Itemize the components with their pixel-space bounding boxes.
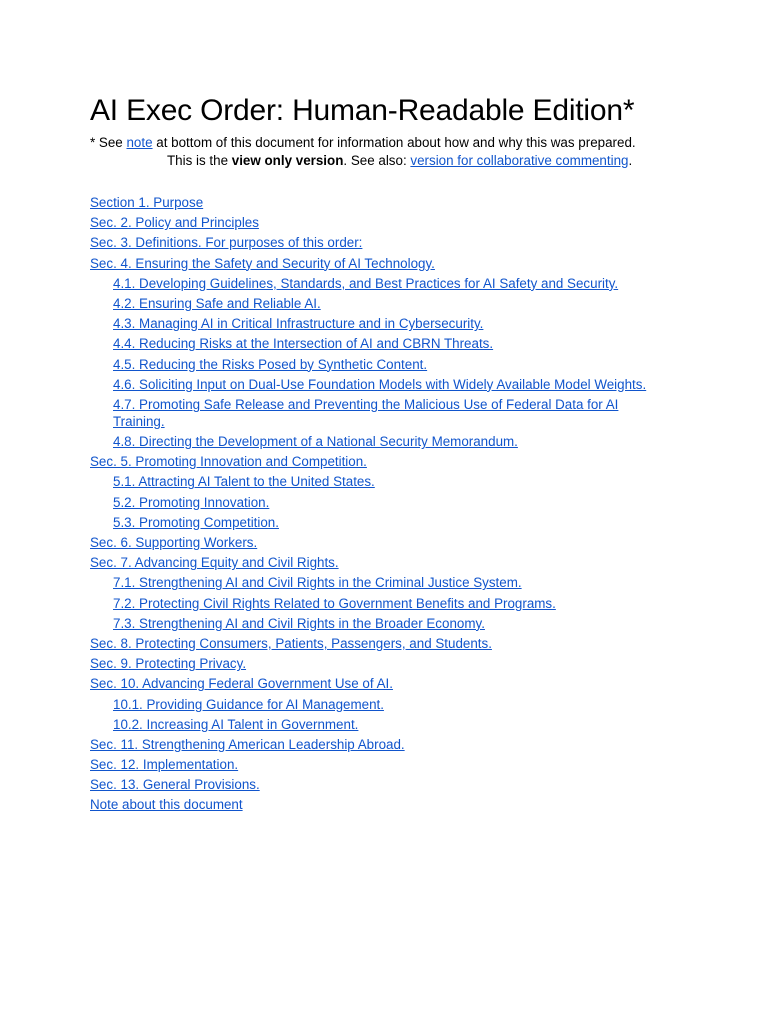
toc-item <box>90 776 690 793</box>
toc-link[interactable]: 7.1. Strengthening AI and Civil Rights in the Criminal Justice System. <box>113 575 522 591</box>
toc-item <box>90 716 690 733</box>
toc-link[interactable]: Sec. 2. Policy and Principles <box>90 215 259 231</box>
toc-item <box>90 376 690 393</box>
toc-link[interactable]: Sec. 4. Ensuring the Safety and Security of AI Technology. <box>90 255 435 271</box>
toc-link[interactable]: 7.3. Strengthening AI and Civil Rights in the Broader Economy. <box>113 615 485 631</box>
toc-link[interactable]: 4.8. Directing the Development of a National Security Memorandum. <box>113 434 518 450</box>
toc-item <box>90 736 690 753</box>
table-of-contents <box>90 194 690 813</box>
toc-link[interactable]: Sec. 5. Promoting Innovation and Competition. <box>90 454 367 470</box>
toc-link[interactable]: 10.1. Providing Guidance for AI Management. <box>113 696 384 712</box>
toc-link[interactable]: Sec. 12. Implementation. <box>90 757 239 773</box>
toc-link[interactable]: Sec. 9. Protecting Privacy. <box>90 656 247 672</box>
toc-link[interactable]: Sec. 6. Supporting Workers. <box>90 535 258 550</box>
toc-link[interactable]: 5.3. Promoting Competition. <box>113 514 279 530</box>
toc-link[interactable]: 4.4. Reducing Risks at the Intersection of AI and CBRN Threats. <box>113 336 494 352</box>
toc-link[interactable]: Sec. 10. Advancing Federal Government Use of AI. <box>90 676 393 692</box>
toc-link[interactable]: Sec. 7. Advancing Equity and Civil Rights. <box>90 555 339 571</box>
toc-item <box>90 214 690 231</box>
toc-link[interactable]: Note about this document <box>90 797 243 813</box>
toc-link[interactable]: Sec. 3. Definitions. For purposes of this order: <box>90 235 363 251</box>
toc-item <box>90 433 690 450</box>
toc-link[interactable]: 4.2. Ensuring Safe and Reliable AI. <box>113 295 321 311</box>
toc-link[interactable]: 4.3. Managing AI in Critical Infrastructure and in Cybersecurity. <box>113 316 484 332</box>
toc-item <box>90 534 690 551</box>
toc-item <box>90 453 690 470</box>
toc-item <box>90 554 690 571</box>
toc-item <box>90 635 690 652</box>
toc-item <box>90 194 690 211</box>
document-page <box>90 92 690 817</box>
toc-item <box>90 255 690 272</box>
toc-link[interactable]: Sec. 11. Strengthening American Leadership Abroad. <box>90 736 405 752</box>
toc-link[interactable]: 4.5. Reducing the Risks Posed by Synthetic Content. <box>113 356 428 372</box>
toc-link[interactable]: Sec. 8. Protecting Consumers, Patients, Passengers, and Students. <box>90 635 492 651</box>
toc-item <box>90 335 690 352</box>
toc-item <box>90 396 658 430</box>
toc-link[interactable]: 4.6. Soliciting Input on Dual-Use Foundation Models with Widely Available Model Weights. <box>113 376 647 392</box>
note-prefix: * See <box>90 135 127 150</box>
toc-item <box>90 595 690 612</box>
toc-item <box>90 234 690 251</box>
note-link[interactable]: note <box>126 135 153 150</box>
toc-item <box>90 756 690 773</box>
toc-link[interactable]: Sec. 13. General Provisions. <box>90 777 260 793</box>
view-only-line <box>167 152 690 170</box>
toc-item <box>90 655 690 672</box>
toc-item <box>90 315 690 332</box>
toc-link[interactable]: 7.2. Protecting Civil Rights Related to Government Benefits and Programs. <box>113 595 556 611</box>
toc-link[interactable]: 4.1. Developing Guidelines, Standards, and Best Practices for AI Safety and Security. <box>113 275 619 291</box>
toc-item <box>90 615 690 632</box>
note-suffix: at bottom of this document for information about how and why this was prepared. <box>152 135 636 150</box>
toc-link[interactable]: 10.2. Increasing AI Talent in Government. <box>113 716 359 732</box>
toc-link[interactable]: 5.1. Attracting AI Talent to the United States. <box>113 474 375 490</box>
toc-item <box>90 796 690 813</box>
toc-link[interactable]: 5.2. Promoting Innovation. <box>113 494 270 510</box>
toc-item <box>90 675 690 692</box>
toc-item <box>90 473 690 490</box>
document-title: AI Exec Order: Human-Readable Edition* <box>90 94 635 127</box>
toc-item <box>90 514 690 531</box>
toc-item <box>90 574 690 591</box>
toc-item <box>90 295 690 312</box>
view-prefix: This is the <box>167 153 232 168</box>
note-line <box>90 134 690 152</box>
toc-item <box>90 275 690 292</box>
view-only-label: view only version <box>231 153 344 168</box>
view-suffix: . <box>628 153 633 168</box>
collaborative-version-link[interactable]: version for collaborative commenting <box>410 153 629 168</box>
toc-link[interactable]: Section 1. Purpose <box>90 195 204 210</box>
toc-item <box>90 696 690 713</box>
toc-link[interactable]: 4.7. Promoting Safe Release and Preventing the Malicious Use of Federal Data for AI Training. <box>113 396 619 429</box>
toc-item <box>90 494 690 511</box>
view-middle: . See also: <box>343 153 411 168</box>
toc-item <box>90 356 690 373</box>
